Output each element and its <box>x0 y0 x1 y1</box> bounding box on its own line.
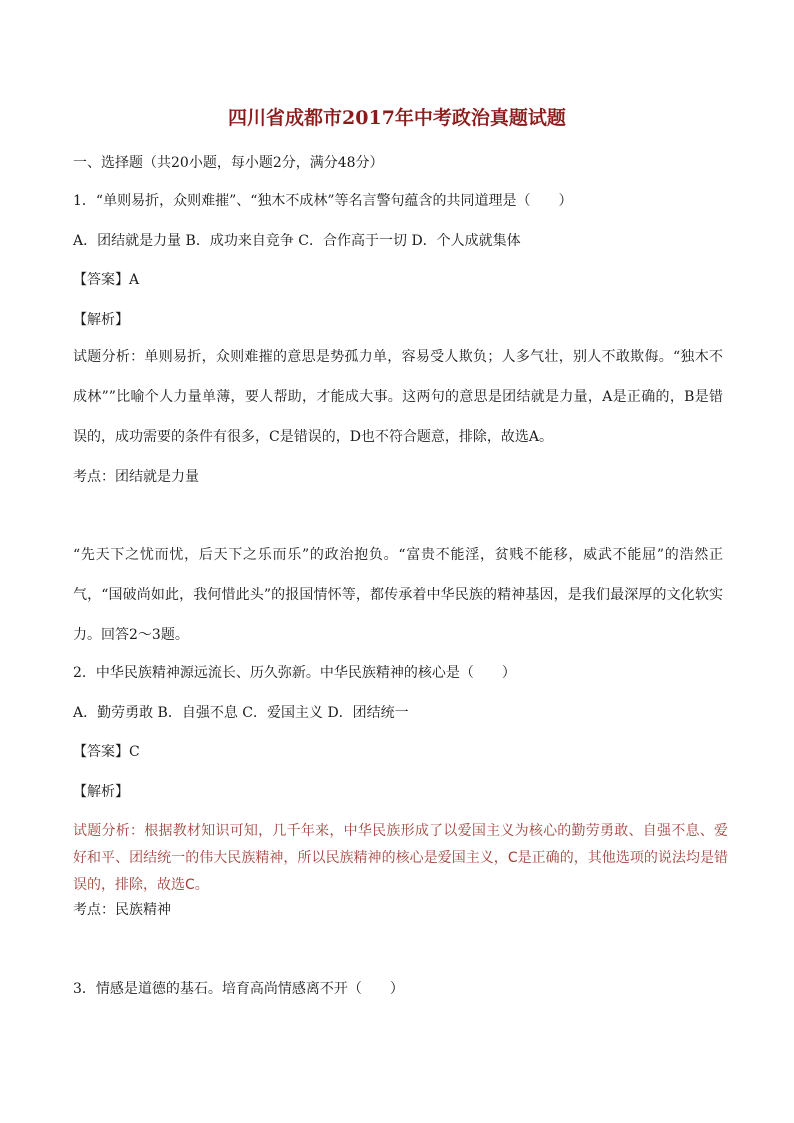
q1-analysis: 试题分析：单则易折，众则难摧的意思是势孤力单，容易受人欺负；人多气壮，别人不敢欺侮。“独木不成林””比喻个人力量单薄，要人帮助，才能成大事。这两句的意思是团结就是力量，A是正确的，B是错误的，成功需要的条件有很多，C是错误的，D也不符合题意，排除，故选A。 <box>73 349 723 445</box>
page-title: 四川省成都市2017年中考政治真题试题 <box>228 107 566 129</box>
q3-stem: 3．情感是道德的基石。培育高尚情感离不开（ ） <box>73 981 404 997</box>
q2-stem: 2．中华民族精神源远流长、历久弥新。中华民族精神的核心是（ ） <box>73 665 516 681</box>
section-header: 一、选择题（共20小题，每小题2分，满分48分） <box>73 155 384 171</box>
q2-analysis-label: 【解析】 <box>73 784 129 800</box>
q2-point: 考点：民族精神 <box>73 902 171 918</box>
q1-analysis-label: 【解析】 <box>73 312 129 328</box>
q1-answer: 【答案】A <box>73 272 140 288</box>
q2-options: A．勤劳勇敢 B．自强不息 C．爱国主义 D．团结统一 <box>73 705 409 721</box>
q1-options: A．团结就是力量 B．成功来自竞争 C．合作高于一切 D．个人成就集体 <box>73 233 521 249</box>
q1-point: 考点：团结就是力量 <box>73 469 199 485</box>
q1-stem: 1．“单则易折，众则难摧”、“独木不成林”等名言警句蕴含的共同道理是（ ） <box>73 193 573 209</box>
q2-analysis: 试题分析：根据教材知识可知，几千年来，中华民族形成了以爱国主义为核心的勤劳勇敢、自强不息、爱好和平、团结统一的伟大民族精神，所以民族精神的核心是爱国主义，C是正确的，其他选项的说法均是错误的，排除，故选C。 <box>73 823 728 893</box>
material-paragraph: “先天下之忧而忧，后天下之乐而乐”的政治抱负。“富贵不能淫，贫贱不能移，威武不能屈”的浩然正气，“国破尚如此，我何惜此头”的报国情怀等，都传承着中华民族的精神基因，是我们最深厚的文化软实力。回答2～3题。 <box>73 547 723 643</box>
q2-answer: 【答案】C <box>73 744 140 760</box>
